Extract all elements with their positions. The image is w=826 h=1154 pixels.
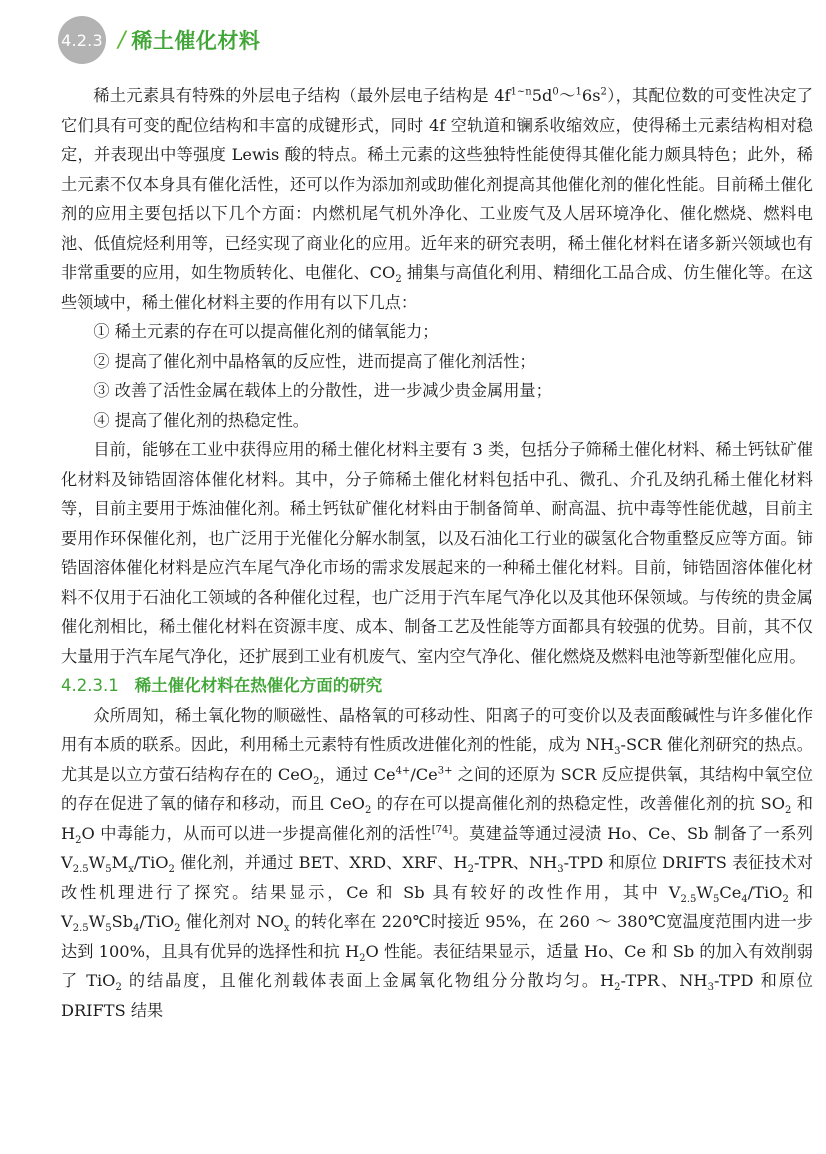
list-item: ② 提高了催化剂中晶格氧的反应性，进而提高了催化剂活性； xyxy=(93,351,536,371)
section-title: 稀土催化材料 xyxy=(131,29,261,53)
slash-decoration: / xyxy=(118,27,126,53)
paragraph-intro: 稀土元素具有特殊的外层电子结构（最外层电子结构是 $4f^{1\sim n}5d^0\sim^16s^2$），其配位数的可变性决定了它们具有可变的配位结构和丰富的成键形式，同时 4f 空轨道和镧系收缩效应，使得稀土元素结构相对稳定，并表现出中等强度 Lewis 酸的特点。稀土元素的这些独特性能使得其催化能力颇具特色；此外，稀土元素不仅本身具有催化活性，还可以作为添加剂或助催化剂提高其他催化剂的催化性能。目前稀土催化剂的应用主要包括以下几个方面：内燃机尾气机外净化、工业废气及人居环境净化、催化燃烧、燃料电池、低值烷烃利用等，已经实现了商业化的应用。近年来的研究表明，稀土催化材料在诸多新兴领域也有非常重要的应用，如生物质转化、电催化、$CO_2$ 捕集与高值化利用、精细化工品合成、仿生催化等。在这些领域中，稀土催化材料主要的作用有以下几点： xyxy=(61,86,813,312)
list-item: ④ 提高了催化剂的热稳定性。 xyxy=(93,410,309,430)
body-text xyxy=(61,81,813,1025)
subsection-number: 4.2.3.1 xyxy=(61,676,119,695)
list-item: ③ 改善了活性金属在载体上的分散性，进一步减少贵金属用量； xyxy=(93,381,552,400)
subsection-heading xyxy=(61,671,813,701)
section-heading xyxy=(58,17,260,63)
section-number-badge: 4.2.3 xyxy=(58,16,106,64)
citation-ref[interactable]: [74] xyxy=(431,824,453,836)
list-item: ① 稀土元素的存在可以提高催化剂的储氧能力； xyxy=(93,322,439,341)
subsection-title: 稀土催化材料在热催化方面的研究 xyxy=(134,676,383,695)
paragraph-materials: 目前，能够在工业中获得应用的稀土催化材料主要有 3 类，包括分子筛稀土催化材料、稀土钙钛矿催化材料及铈锆固溶体催化材料。其中，分子筛稀土催化材料包括中孔、微孔、介孔及纳孔稀土催化材料等，目前主要用于炼油催化剂。稀土钙钛矿催化材料由于制备简单、耐高温、抗中毒等性能优越，目前主要用作环保催化剂，也广泛用于光催化分解水制氢，以及石油化工行业的碳氢化合物重整反应等方面。铈锆固溶体催化材料是应汽车尾气净化市场的需求发展起来的一种稀土催化材料。目前，铈锆固溶体催化材料不仅用于石油化工领域的各种催化过程，也广泛用于汽车尾气净化以及其他环保领域。与传统的贵金属催化剂相比，稀土催化材料在资源丰度、成本、制备工艺及性能等方面都具有较强的优势。目前，其不仅大量用于汽车尾气净化，还扩展到工业有机废气、室内空气净化、催化燃烧及燃料电池等新型催化应用。 xyxy=(61,440,813,666)
paragraph-thermal-catalysis: 众所周知，稀土氧化物的顺磁性、晶格氧的可移动性、阳离子的可变价以及表面酸碱性与许多催化作用有本质的联系。因此，利用稀土元素特有性质改进催化剂的性能，成为 $NH_3$-SCR 催化剂研究的热点。尤其是以立方萤石结构存在的 CeO$_2$，通过 $Ce^{4+}/Ce^{3+}$ 之间的还原为 SCR 反应提供氧，其结构中氧空位的存在促进了氧的储存和移动，而且 CeO$_2$ 的存在可以提高催化剂的热稳定性，改善催化剂的抗 $SO_2$ 和 $H_2O$ 中毒能力，从而可以进一步提高催化剂的活性[74]。莫建益等通过浸渍 Ho、Ce、Sb 制备了一系列 $V_{2.5}W_5M_x/TiO_2$ 催化剂，并通过 BET、XRD、XRF、$H_2$-TPR、$NH_3$-TPD 和原位 DRIFTS 表征技术对改性机理进行了探究。结果显示，Ce 和 Sb 具有较好的改性作用，其中 $V_{2.5}W_5Ce_4/TiO_2$ 和 $V_{2.5}W_5Sb_4/TiO_2$ 催化剂对 $NO_x$ 的转化率在 220℃时接近 95%，在 260 ～ 380℃宽温度范围内进一步达到 100%，且具有优异的选择性和抗 $H_2O$ 性能。表征结果显示，适量 Ho、Ce 和 Sb 的加入有效削弱了 TiO$_2$ 的结晶度，且催化剂载体表面上金属氧化物组分分散均匀。$H_2$-TPR、$NH_3$-TPD 和原位 DRIFTS 结果 xyxy=(61,705,813,1020)
